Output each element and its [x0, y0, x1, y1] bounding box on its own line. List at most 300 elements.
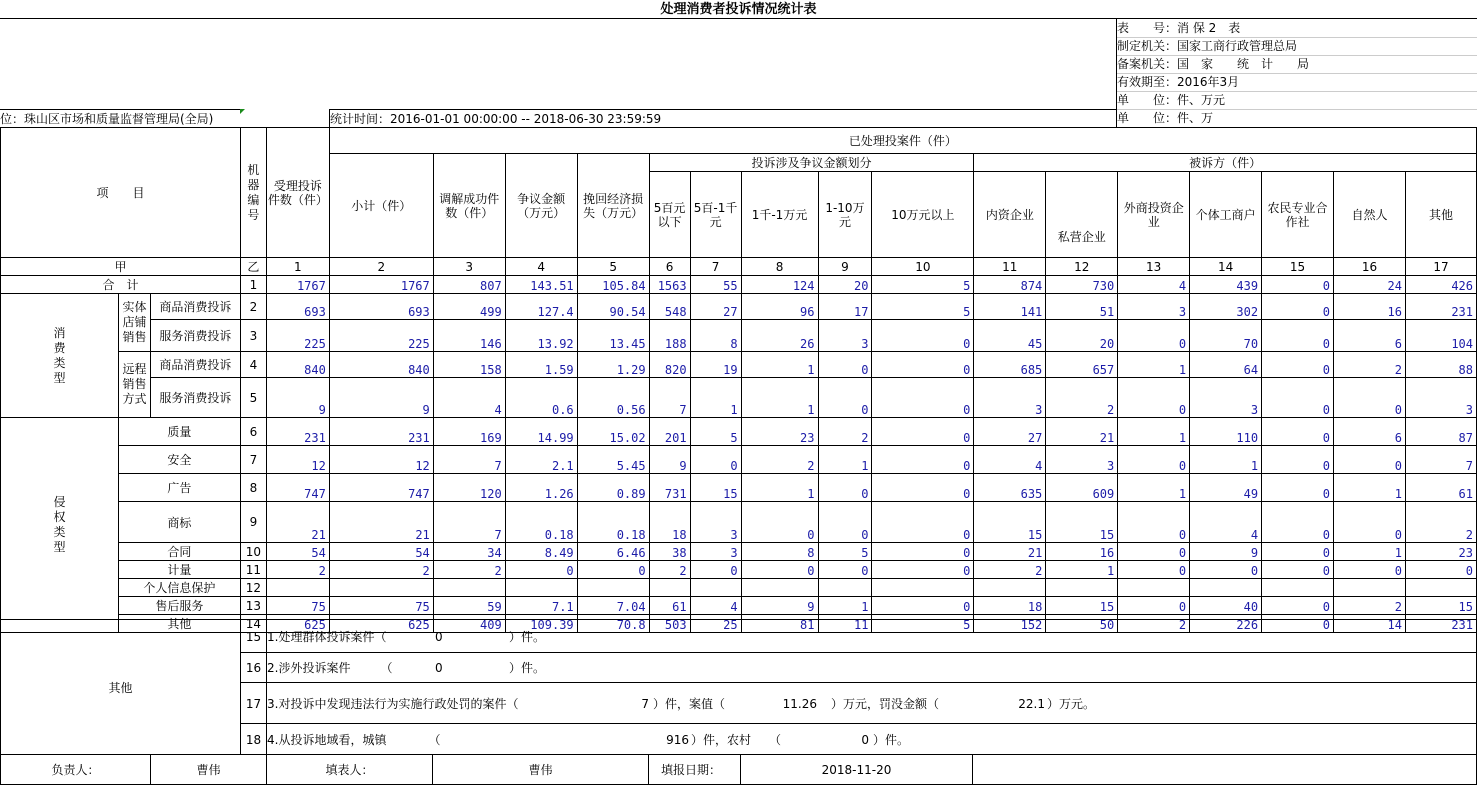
table-cell: 15: [974, 502, 1046, 543]
group-remote: 远程销售方式: [118, 352, 150, 418]
table-cell: 747: [329, 474, 433, 502]
table-cell: 11: [818, 615, 872, 633]
column-number: 7: [690, 258, 741, 276]
table-cell: 1: [1118, 474, 1190, 502]
leader-label: 负责人：: [0, 754, 151, 785]
table-cell: 9: [649, 446, 690, 474]
footer-blank: [972, 754, 1477, 785]
row-label: 商品消费投诉: [150, 294, 240, 320]
meta-unit1: 单 位：件、万元: [1117, 91, 1477, 110]
table-cell: 54: [329, 543, 433, 561]
header-accepted: 受理投诉件数（件）: [266, 128, 329, 258]
row-label: 个人信息保护: [118, 579, 240, 597]
table-cell: 49: [1190, 474, 1262, 502]
table-cell: 0: [1262, 502, 1334, 543]
table-cell: [1405, 579, 1476, 597]
table-cell: 1.59: [505, 352, 577, 378]
row-code: 5: [240, 378, 266, 418]
row-label: 其他: [118, 615, 240, 633]
table-cell: 1: [690, 378, 741, 418]
table-cell: 1: [741, 378, 818, 418]
table-cell: 70: [1190, 320, 1262, 352]
table-cell: 38: [649, 543, 690, 561]
table-cell: 15.02: [577, 418, 649, 446]
table-cell: 0: [1262, 418, 1334, 446]
table-cell: 3: [1118, 294, 1190, 320]
table-cell: 110: [1190, 418, 1262, 446]
header-a2: 5百-1千元: [690, 172, 741, 258]
row-code: 4: [240, 352, 266, 378]
table-cell: 105.84: [577, 276, 649, 294]
table-cell: 1: [1190, 446, 1262, 474]
table-row: [1, 579, 1477, 597]
table-cell: 127.4: [505, 294, 577, 320]
table-cell: 1: [741, 352, 818, 378]
table-cell: 9: [329, 378, 433, 418]
table-cell: 96: [741, 294, 818, 320]
table-cell: 0: [505, 561, 577, 579]
table-cell: 88: [1405, 352, 1476, 378]
row17-value2: 11.26: [782, 697, 817, 711]
table-cell: 0: [872, 320, 974, 352]
column-number: 11: [974, 258, 1046, 276]
table-cell: 64: [1190, 352, 1262, 378]
table-cell: 7: [649, 378, 690, 418]
row15-text1: 1.处理群体投诉案件（: [267, 630, 387, 644]
table-cell: 81: [741, 615, 818, 633]
table-cell: 87: [1405, 418, 1476, 446]
table-cell: 104: [1405, 320, 1476, 352]
table-cell: 141: [974, 294, 1046, 320]
table-cell: 0: [872, 561, 974, 579]
table-cell: 23: [1405, 543, 1476, 561]
table-cell: 13.92: [505, 320, 577, 352]
column-number: 13: [1118, 258, 1190, 276]
header-foreign: 外商投资企业: [1118, 172, 1190, 258]
table-cell: 9: [266, 378, 329, 418]
table-cell: 2: [433, 561, 505, 579]
table-cell: 4: [433, 378, 505, 418]
table-cell: 0: [1118, 597, 1190, 615]
table-cell: 0: [818, 378, 872, 418]
column-number: 10: [872, 258, 974, 276]
date-label: 填报日期：: [648, 754, 741, 785]
row17-text4: ）万元。: [1047, 697, 1096, 711]
table-cell: 61: [1405, 474, 1476, 502]
row18: [266, 723, 1477, 755]
row-code: 6: [240, 418, 266, 446]
table-cell: 8: [741, 543, 818, 561]
header-a4: 1-10万元: [818, 172, 872, 258]
row-label: 服务消费投诉: [150, 378, 240, 418]
table-row: [1, 276, 1477, 294]
table-cell: [690, 579, 741, 597]
group-other: 其他: [0, 619, 241, 755]
table-cell: 2: [649, 561, 690, 579]
meta-form-no: 表 号：消 保 2 表: [1117, 19, 1477, 38]
table-cell: 0.56: [577, 378, 649, 418]
row-code: 14: [240, 615, 266, 633]
table-cell: 625: [329, 615, 433, 633]
column-number: 8: [741, 258, 818, 276]
table-cell: 3: [690, 502, 741, 543]
row-code: 11: [240, 561, 266, 579]
table-cell: [649, 579, 690, 597]
table-cell: 14: [1334, 615, 1406, 633]
group-infringement: 侵权类型: [1, 418, 119, 633]
table-cell: 15: [1046, 502, 1118, 543]
table-cell: 0: [1262, 615, 1334, 633]
header-mediated: 调解成功件数（件）: [433, 154, 505, 258]
table-cell: 0: [690, 446, 741, 474]
table-cell: 0: [741, 502, 818, 543]
label-jia: 甲: [1, 258, 241, 276]
table-cell: 2: [974, 561, 1046, 579]
group-store: 实体店铺销售: [118, 294, 150, 352]
table-cell: 23: [741, 418, 818, 446]
column-number: 9: [818, 258, 872, 276]
row16-text1: 2.涉外投诉案件 （: [267, 661, 393, 675]
header-recovered: 挽回经济损失（万元）: [577, 154, 649, 258]
table-cell: 1.26: [505, 474, 577, 502]
table-cell: 4: [974, 446, 1046, 474]
table-cell: 0: [1262, 597, 1334, 615]
table-cell: 5.45: [577, 446, 649, 474]
table-cell: 25: [690, 615, 741, 633]
table-row: [1, 474, 1477, 502]
table-cell: 2: [1046, 378, 1118, 418]
row18-no: 18: [240, 723, 267, 755]
table-cell: 7.1: [505, 597, 577, 615]
table-cell: 3: [1405, 378, 1476, 418]
table-cell: 0: [872, 543, 974, 561]
row-code: 12: [240, 579, 266, 597]
table-cell: 5: [872, 276, 974, 294]
column-number: 15: [1262, 258, 1334, 276]
table-row: [1, 418, 1477, 446]
table-cell: [1262, 579, 1334, 597]
table-cell: 0: [1262, 543, 1334, 561]
table-row: [1, 352, 1477, 378]
table-cell: 1: [1046, 561, 1118, 579]
table-cell: 0: [1262, 446, 1334, 474]
table-cell: 693: [266, 294, 329, 320]
table-cell: 0.6: [505, 378, 577, 418]
table-cell: 231: [1405, 294, 1476, 320]
row17-text1: 3.对投诉中发现违法行为实施行政处罚的案件（: [267, 697, 519, 711]
table-cell: 731: [649, 474, 690, 502]
table-cell: 0.89: [577, 474, 649, 502]
table-cell: 34: [433, 543, 505, 561]
table-cell: [1190, 579, 1262, 597]
header-code: 机器编号: [240, 128, 266, 258]
meta-filer: 备案机关：国 家 统 计 局: [1117, 55, 1477, 74]
table-cell: 50: [1046, 615, 1118, 633]
table-cell: 1: [1118, 418, 1190, 446]
table-cell: 5: [872, 615, 974, 633]
header-domestic: 内资企业: [974, 172, 1046, 258]
row-code: 8: [240, 474, 266, 502]
table-cell: 730: [1046, 276, 1118, 294]
row15-text2: ）件。: [509, 630, 546, 644]
table-cell: 8.49: [505, 543, 577, 561]
column-number: 4: [505, 258, 577, 276]
table-cell: 231: [1405, 615, 1476, 633]
table-cell: 6: [1334, 418, 1406, 446]
table-cell: 3: [818, 320, 872, 352]
table-cell: 1: [1118, 352, 1190, 378]
table-cell: 820: [649, 352, 690, 378]
row-label: 商品消费投诉: [150, 352, 240, 378]
table-cell: 226: [1190, 615, 1262, 633]
row16-no: 16: [240, 652, 267, 683]
table-cell: 5: [690, 418, 741, 446]
row-code: 13: [240, 597, 266, 615]
table-cell: 1: [1334, 474, 1406, 502]
table-cell: 9: [741, 597, 818, 615]
row-label: 合 计: [1, 276, 241, 294]
table-cell: 231: [329, 418, 433, 446]
row17-text3: ）万元，罚没金额（: [831, 697, 940, 711]
table-cell: 169: [433, 418, 505, 446]
row17: [266, 682, 1477, 724]
row-code: 1: [240, 276, 266, 294]
row16-value: 0: [435, 661, 443, 675]
header-a5: 10万元以上: [872, 172, 974, 258]
header-a3: 1千-1万元: [741, 172, 818, 258]
table-cell: 24: [1334, 276, 1406, 294]
table-cell: 18: [649, 502, 690, 543]
row18-value: 916: [666, 733, 689, 747]
table-cell: 0: [1334, 561, 1406, 579]
table-cell: 152: [974, 615, 1046, 633]
row15: [266, 619, 1477, 653]
table-cell: 21: [266, 502, 329, 543]
header-dispute-amount: 争议金额（万元）: [505, 154, 577, 258]
table-cell: 499: [433, 294, 505, 320]
table-row: [1, 446, 1477, 474]
table-cell: 840: [329, 352, 433, 378]
table-cell: 874: [974, 276, 1046, 294]
column-number: 12: [1046, 258, 1118, 276]
table-row: [1, 561, 1477, 579]
table-cell: 7.04: [577, 597, 649, 615]
row16: [266, 652, 1477, 683]
table-cell: [818, 579, 872, 597]
table-cell: [266, 579, 329, 597]
row-code: 7: [240, 446, 266, 474]
table-cell: 109.39: [505, 615, 577, 633]
table-cell: 0: [1262, 276, 1334, 294]
column-number: 14: [1190, 258, 1262, 276]
table-cell: 13.45: [577, 320, 649, 352]
table-cell: 61: [649, 597, 690, 615]
row17-value3: 22.1: [1018, 697, 1045, 711]
header-natural: 自然人: [1334, 172, 1406, 258]
row-label: 商标: [118, 502, 240, 543]
table-cell: 0: [1405, 561, 1476, 579]
table-cell: 426: [1405, 276, 1476, 294]
table-cell: 0: [1118, 378, 1190, 418]
table-cell: 17: [818, 294, 872, 320]
table-cell: 548: [649, 294, 690, 320]
table-cell: 21: [974, 543, 1046, 561]
table-cell: 6.46: [577, 543, 649, 561]
table-cell: 14.99: [505, 418, 577, 446]
table-cell: 0: [872, 352, 974, 378]
row-code: 10: [240, 543, 266, 561]
table-cell: 20: [818, 276, 872, 294]
row18-text3: ）件。: [873, 733, 910, 747]
table-cell: 4: [1118, 276, 1190, 294]
table-cell: 201: [649, 418, 690, 446]
row-code: 9: [240, 502, 266, 543]
statistics-table: [0, 127, 1477, 633]
row18-value2: 0: [861, 733, 869, 747]
row-code: 2: [240, 294, 266, 320]
table-cell: 21: [329, 502, 433, 543]
table-cell: 2: [1334, 597, 1406, 615]
row-label: 合同: [118, 543, 240, 561]
table-cell: 21: [1046, 418, 1118, 446]
table-cell: 5: [872, 294, 974, 320]
column-number: 5: [577, 258, 649, 276]
table-cell: 20: [1046, 320, 1118, 352]
table-cell: [505, 579, 577, 597]
table-cell: 1563: [649, 276, 690, 294]
table-cell: 2: [1334, 352, 1406, 378]
table-cell: 409: [433, 615, 505, 633]
table-cell: 807: [433, 276, 505, 294]
table-cell: 45: [974, 320, 1046, 352]
table-cell: 7: [1405, 446, 1476, 474]
column-number: 1: [266, 258, 329, 276]
header-amount-group: 投诉涉及争议金额划分: [649, 154, 974, 172]
table-cell: 146: [433, 320, 505, 352]
table-cell: 2.1: [505, 446, 577, 474]
table-cell: 90.54: [577, 294, 649, 320]
table-cell: 6: [1334, 320, 1406, 352]
table-cell: 16: [1334, 294, 1406, 320]
table-cell: 2: [741, 446, 818, 474]
table-cell: 0: [1190, 561, 1262, 579]
table-cell: 2: [1118, 615, 1190, 633]
header-other: 其他: [1405, 172, 1476, 258]
table-cell: 40: [1190, 597, 1262, 615]
stat-time: 统计时间：2016-01-01 00:00:00 -- 2018-06-30 23:59:59: [329, 109, 1116, 127]
table-cell: 231: [266, 418, 329, 446]
table-cell: 0: [1262, 561, 1334, 579]
table-cell: [974, 579, 1046, 597]
table-cell: 0: [1262, 294, 1334, 320]
row15-no: 15: [240, 619, 267, 653]
row17-value: 7: [641, 697, 649, 711]
table-cell: 16: [1046, 543, 1118, 561]
table-cell: 75: [329, 597, 433, 615]
table-cell: [329, 579, 433, 597]
table-cell: 0: [1118, 561, 1190, 579]
table-cell: 225: [266, 320, 329, 352]
table-cell: 70.8: [577, 615, 649, 633]
table-cell: 4: [690, 597, 741, 615]
table-cell: 12: [329, 446, 433, 474]
table-cell: 0: [1118, 502, 1190, 543]
table-cell: 3: [690, 543, 741, 561]
table-cell: 8: [690, 320, 741, 352]
table-cell: 15: [1046, 597, 1118, 615]
table-cell: 3: [1046, 446, 1118, 474]
table-cell: [433, 579, 505, 597]
table-cell: 0: [1118, 320, 1190, 352]
table-cell: 0.18: [577, 502, 649, 543]
table-cell: 302: [1190, 294, 1262, 320]
table-cell: 1: [741, 474, 818, 502]
row-label: 广告: [118, 474, 240, 502]
row18-text2: ）件，农村 （: [691, 733, 782, 747]
table-cell: 609: [1046, 474, 1118, 502]
table-cell: 0: [872, 418, 974, 446]
table-cell: 1: [1334, 543, 1406, 561]
table-row: [1, 597, 1477, 615]
table-cell: 9: [1190, 543, 1262, 561]
table-cell: 0: [741, 561, 818, 579]
header-individual: 个体工商户: [1190, 172, 1262, 258]
table-cell: 685: [974, 352, 1046, 378]
column-number: 6: [649, 258, 690, 276]
table-cell: 75: [266, 597, 329, 615]
table-cell: 1767: [329, 276, 433, 294]
table-cell: 4: [1190, 502, 1262, 543]
row-label: 售后服务: [118, 597, 240, 615]
table-cell: [1334, 579, 1406, 597]
table-cell: 0: [1262, 320, 1334, 352]
row18-text1: 4.从投诉地域看，城镇 （: [267, 733, 441, 747]
table-cell: 0: [818, 561, 872, 579]
table-cell: 0.18: [505, 502, 577, 543]
table-cell: 0: [1118, 446, 1190, 474]
table-cell: 439: [1190, 276, 1262, 294]
table-cell: 27: [690, 294, 741, 320]
table-cell: 747: [266, 474, 329, 502]
table-cell: 2: [1405, 502, 1476, 543]
row-label: 安全: [118, 446, 240, 474]
meta-unit2: 单 位：件、万: [1117, 111, 1214, 125]
table-cell: 54: [266, 543, 329, 561]
table-cell: 693: [329, 294, 433, 320]
table-cell: 158: [433, 352, 505, 378]
table-cell: 27: [974, 418, 1046, 446]
table-cell: 55: [690, 276, 741, 294]
column-number: 16: [1334, 258, 1406, 276]
table-cell: 0: [818, 502, 872, 543]
table-cell: 0: [1334, 446, 1406, 474]
table-cell: 503: [649, 615, 690, 633]
table-cell: 18: [974, 597, 1046, 615]
column-number-row: [1, 258, 1477, 276]
table-cell: 1.29: [577, 352, 649, 378]
column-number: 17: [1405, 258, 1476, 276]
table-cell: 0: [1118, 543, 1190, 561]
header-respondent-group: 被诉方（件）: [974, 154, 1477, 172]
table-cell: 1: [818, 446, 872, 474]
table-row: [1, 378, 1477, 418]
table-cell: 1: [818, 597, 872, 615]
row-label: 质量: [118, 418, 240, 446]
comment-marker: [240, 109, 245, 114]
table-cell: 225: [329, 320, 433, 352]
table-cell: 188: [649, 320, 690, 352]
table-cell: 0: [818, 474, 872, 502]
